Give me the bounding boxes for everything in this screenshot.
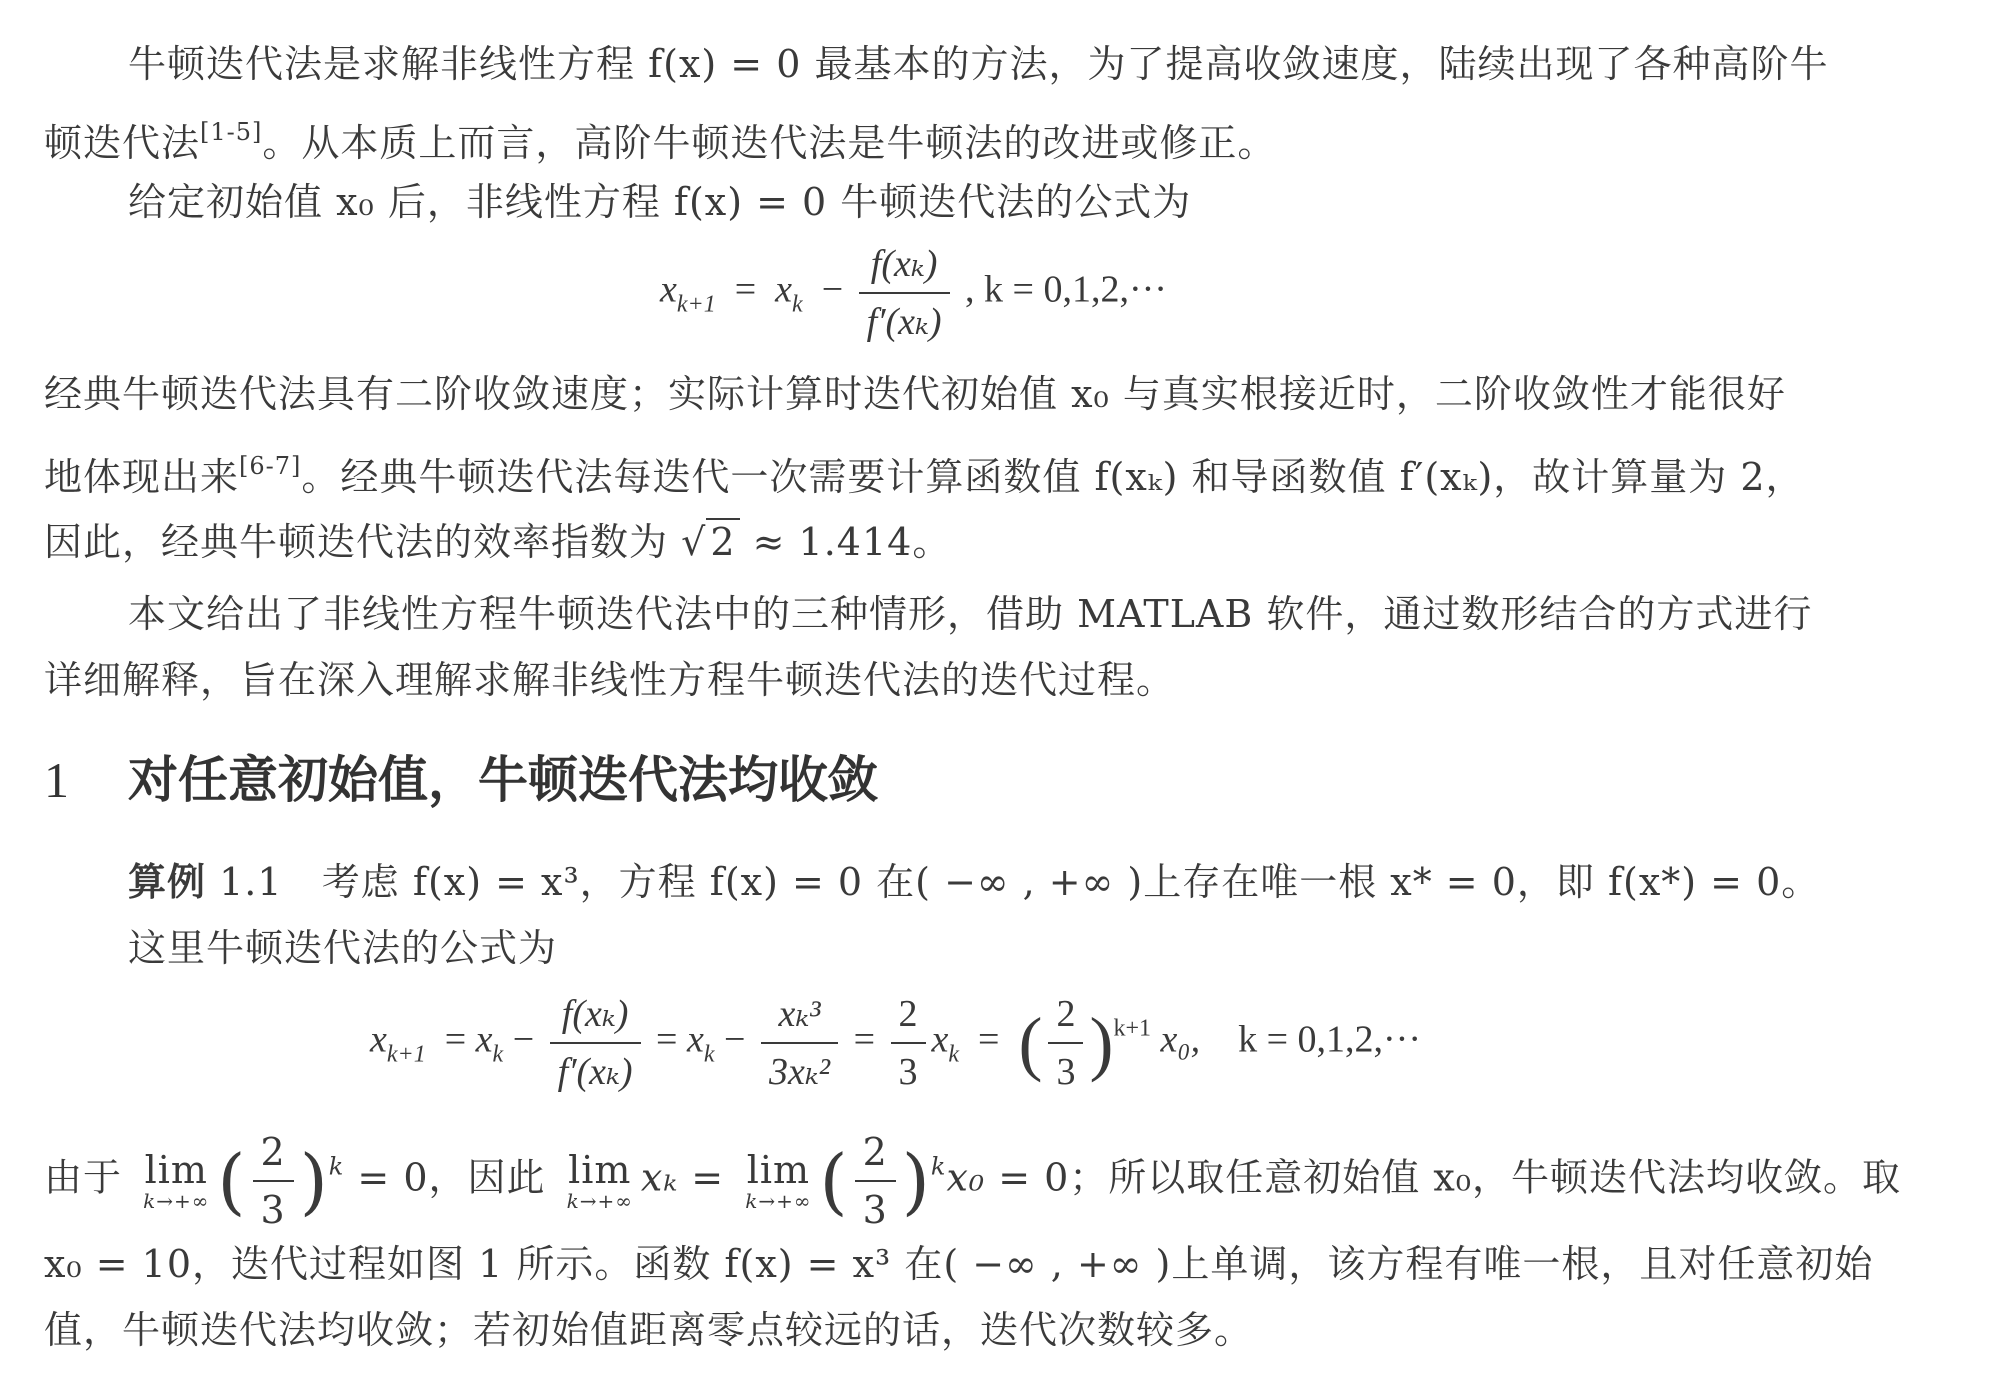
lim-word: lim <box>144 1148 208 1192</box>
sqrt-radicand: 2 <box>706 518 739 564</box>
text-span: 地体现出来 <box>44 455 240 499</box>
section-title: 对任意初始值，牛顿迭代法均收敛 <box>128 751 878 809</box>
example-line-1 <box>128 858 2010 906</box>
lim-word: lim <box>568 1148 632 1192</box>
text-span: ≈ 1.414。 <box>752 520 952 564</box>
text-span: 因此，经典牛顿迭代法的效率指数为 <box>44 520 669 564</box>
eq2-x0: x₀, <box>1160 1018 1201 1061</box>
eq2-fraction-3 <box>891 990 926 1096</box>
paragraph-3-line-3 <box>44 518 1964 566</box>
paragraph-1-line-2 <box>44 108 1964 167</box>
eq-numerator: f(xₖ) <box>870 243 938 285</box>
newton-formula: $x_{k+1} = x_k$ − $\frac{\text{f(xₖ)}}{\text{f′(xₖ)}}$ , k = 0,1,2,··· <box>660 240 1167 346</box>
lim-den: 3 <box>253 1180 294 1234</box>
limit-fraction-2 <box>855 1128 896 1234</box>
lim-den: 3 <box>855 1180 896 1234</box>
conclusion-line-1: 由于 lim k→+∞ ( $\frac{2}{3}$ )$^k$ = 0，因此 lim k→+∞ xₖ = lim k→+∞ ( $\frac{2}{3}$ )$^k$x₀ = 0；所以取任意初始值 x₀，牛顿迭代法均收敛。取 <box>44 1130 1902 1232</box>
limit-fraction-1 <box>253 1128 294 1234</box>
text-span: 顿迭代法 <box>44 121 201 165</box>
lim-subscript: k→+∞ <box>566 1189 633 1213</box>
eq-denominator: f′(xₖ) <box>859 292 950 346</box>
lim-power: k <box>930 1152 947 1181</box>
eq2-denominator-4: 3 <box>1048 1042 1083 1096</box>
eq2-power: k+1 <box>1113 1015 1151 1042</box>
eq2-denominator-1: f′(xₖ) <box>550 1042 641 1096</box>
lim-x0: x₀ <box>946 1155 986 1200</box>
paragraph-2-line-1: 给定初始值 x₀ 后，非线性方程 f(x) = 0 牛顿迭代法的公式为 <box>128 180 1192 224</box>
eq2-fraction-1 <box>550 990 641 1096</box>
lim-word: lim <box>746 1148 811 1192</box>
eq2-denominator-2: 3xₖ² <box>761 1042 838 1096</box>
section-heading <box>44 748 878 812</box>
paragraph-4-line-2: 详细解释，旨在深入理解求解非线性方程牛顿迭代法的迭代过程。 <box>44 658 1176 702</box>
lim-subscript: k→+∞ <box>143 1189 210 1213</box>
text-span: 考虑 f(x) = x³，方程 f(x) = 0 在( −∞ , +∞ )上存在唯一根 x* = 0，即 f(x*) = 0。 <box>321 860 1821 904</box>
text-span: = 0；所以取任意初始值 x₀，牛顿迭代法均收敛。取 <box>998 1155 1902 1200</box>
eq-equals: = <box>734 268 757 311</box>
eq2-fraction-2 <box>761 990 838 1096</box>
example-label: 算例 <box>128 860 207 904</box>
paragraph-3-line-1: 经典牛顿迭代法具有二阶收敛速度；实际计算时迭代初始值 x₀ 与真实根接近时，二阶收敛性才能很好 <box>44 372 1786 416</box>
paragraph-3-line-2 <box>44 442 1964 501</box>
lim-num: 2 <box>862 1130 888 1174</box>
eq2-tail: k = 0,1,2,··· <box>1238 1018 1421 1061</box>
limit-2 <box>567 1150 633 1212</box>
eq-xk: x <box>775 268 793 311</box>
eq-lhs-sub: k+1 <box>676 291 716 318</box>
limit-3 <box>745 1150 811 1212</box>
text-span: = 0，因此 <box>357 1155 546 1200</box>
lim-xk: xₖ <box>640 1155 679 1200</box>
conclusion-line-2: x₀ = 10，迭代过程如图 1 所示。函数 f(x) = x³ 在( −∞ , +∞ )上单调，该方程有唯一根，且对任意初始 <box>44 1242 1874 1286</box>
example-number: 1.1 <box>219 860 283 904</box>
section-number: 1 <box>44 752 69 808</box>
eq2-denominator-3: 3 <box>891 1042 926 1096</box>
eq-lhs: x <box>660 268 677 311</box>
citation-ref: [6-7] <box>239 452 302 480</box>
eq2-numerator-1: f(xₖ) <box>561 993 629 1035</box>
lim-power: k <box>328 1152 345 1181</box>
paragraph-4-line-1: 本文给出了非线性方程牛顿迭代法中的三种情形，借助 MATLAB 软件，通过数形结合的方式进行 <box>128 592 1813 636</box>
paragraph-1-line-1: 牛顿迭代法是求解非线性方程 f(x) = 0 最基本的方法，为了提高收敛速度，陆续出现了各种高阶牛 <box>128 42 1829 86</box>
lim-num: 2 <box>260 1130 286 1174</box>
example-formula: $x_{k+1} = x_k$ − $\frac{\text{f(xₖ)}}{\text{f′(xₖ)}}$ = $x_k$ − $\frac{\text{xₖ³}}{\text{3xₖ²}}$ = $\frac{2}{3}$ $x_k$ = ( $\frac{2}{3}$ )$^{k+1}$ x₀, k = 0,1,2,··· <box>370 990 1421 1096</box>
lim-subscript: k→+∞ <box>745 1189 812 1213</box>
eq-tail: , k = 0,1,2,··· <box>965 268 1167 311</box>
limit-1 <box>143 1150 209 1212</box>
eq2-numerator-3: 2 <box>898 993 918 1035</box>
conclusion-line-3: 值，牛顿迭代法均收敛；若初始值距离零点较远的话，迭代次数较多。 <box>44 1308 1254 1352</box>
text-span: 由于 <box>44 1155 123 1200</box>
eq2-fraction-4 <box>1048 990 1083 1096</box>
eq-fraction <box>859 240 950 346</box>
eq2-numerator-4: 2 <box>1056 993 1076 1035</box>
example-line-2: 这里牛顿迭代法的公式为 <box>128 926 558 970</box>
citation-ref: [1-5] <box>200 118 263 146</box>
eq2-numerator-2: xₖ³ <box>778 993 821 1035</box>
text-span: 。经典牛顿迭代法每迭代一次需要计算函数值 f(xₖ) 和导函数值 f′(xₖ)，故计算量为 2， <box>301 455 1805 499</box>
eq-minus: − <box>821 268 844 311</box>
sqrt-expression: √ 2 <box>681 518 739 566</box>
text-span: 。从本质上而言，高阶牛顿迭代法是牛顿法的改进或修正。 <box>262 121 1277 165</box>
